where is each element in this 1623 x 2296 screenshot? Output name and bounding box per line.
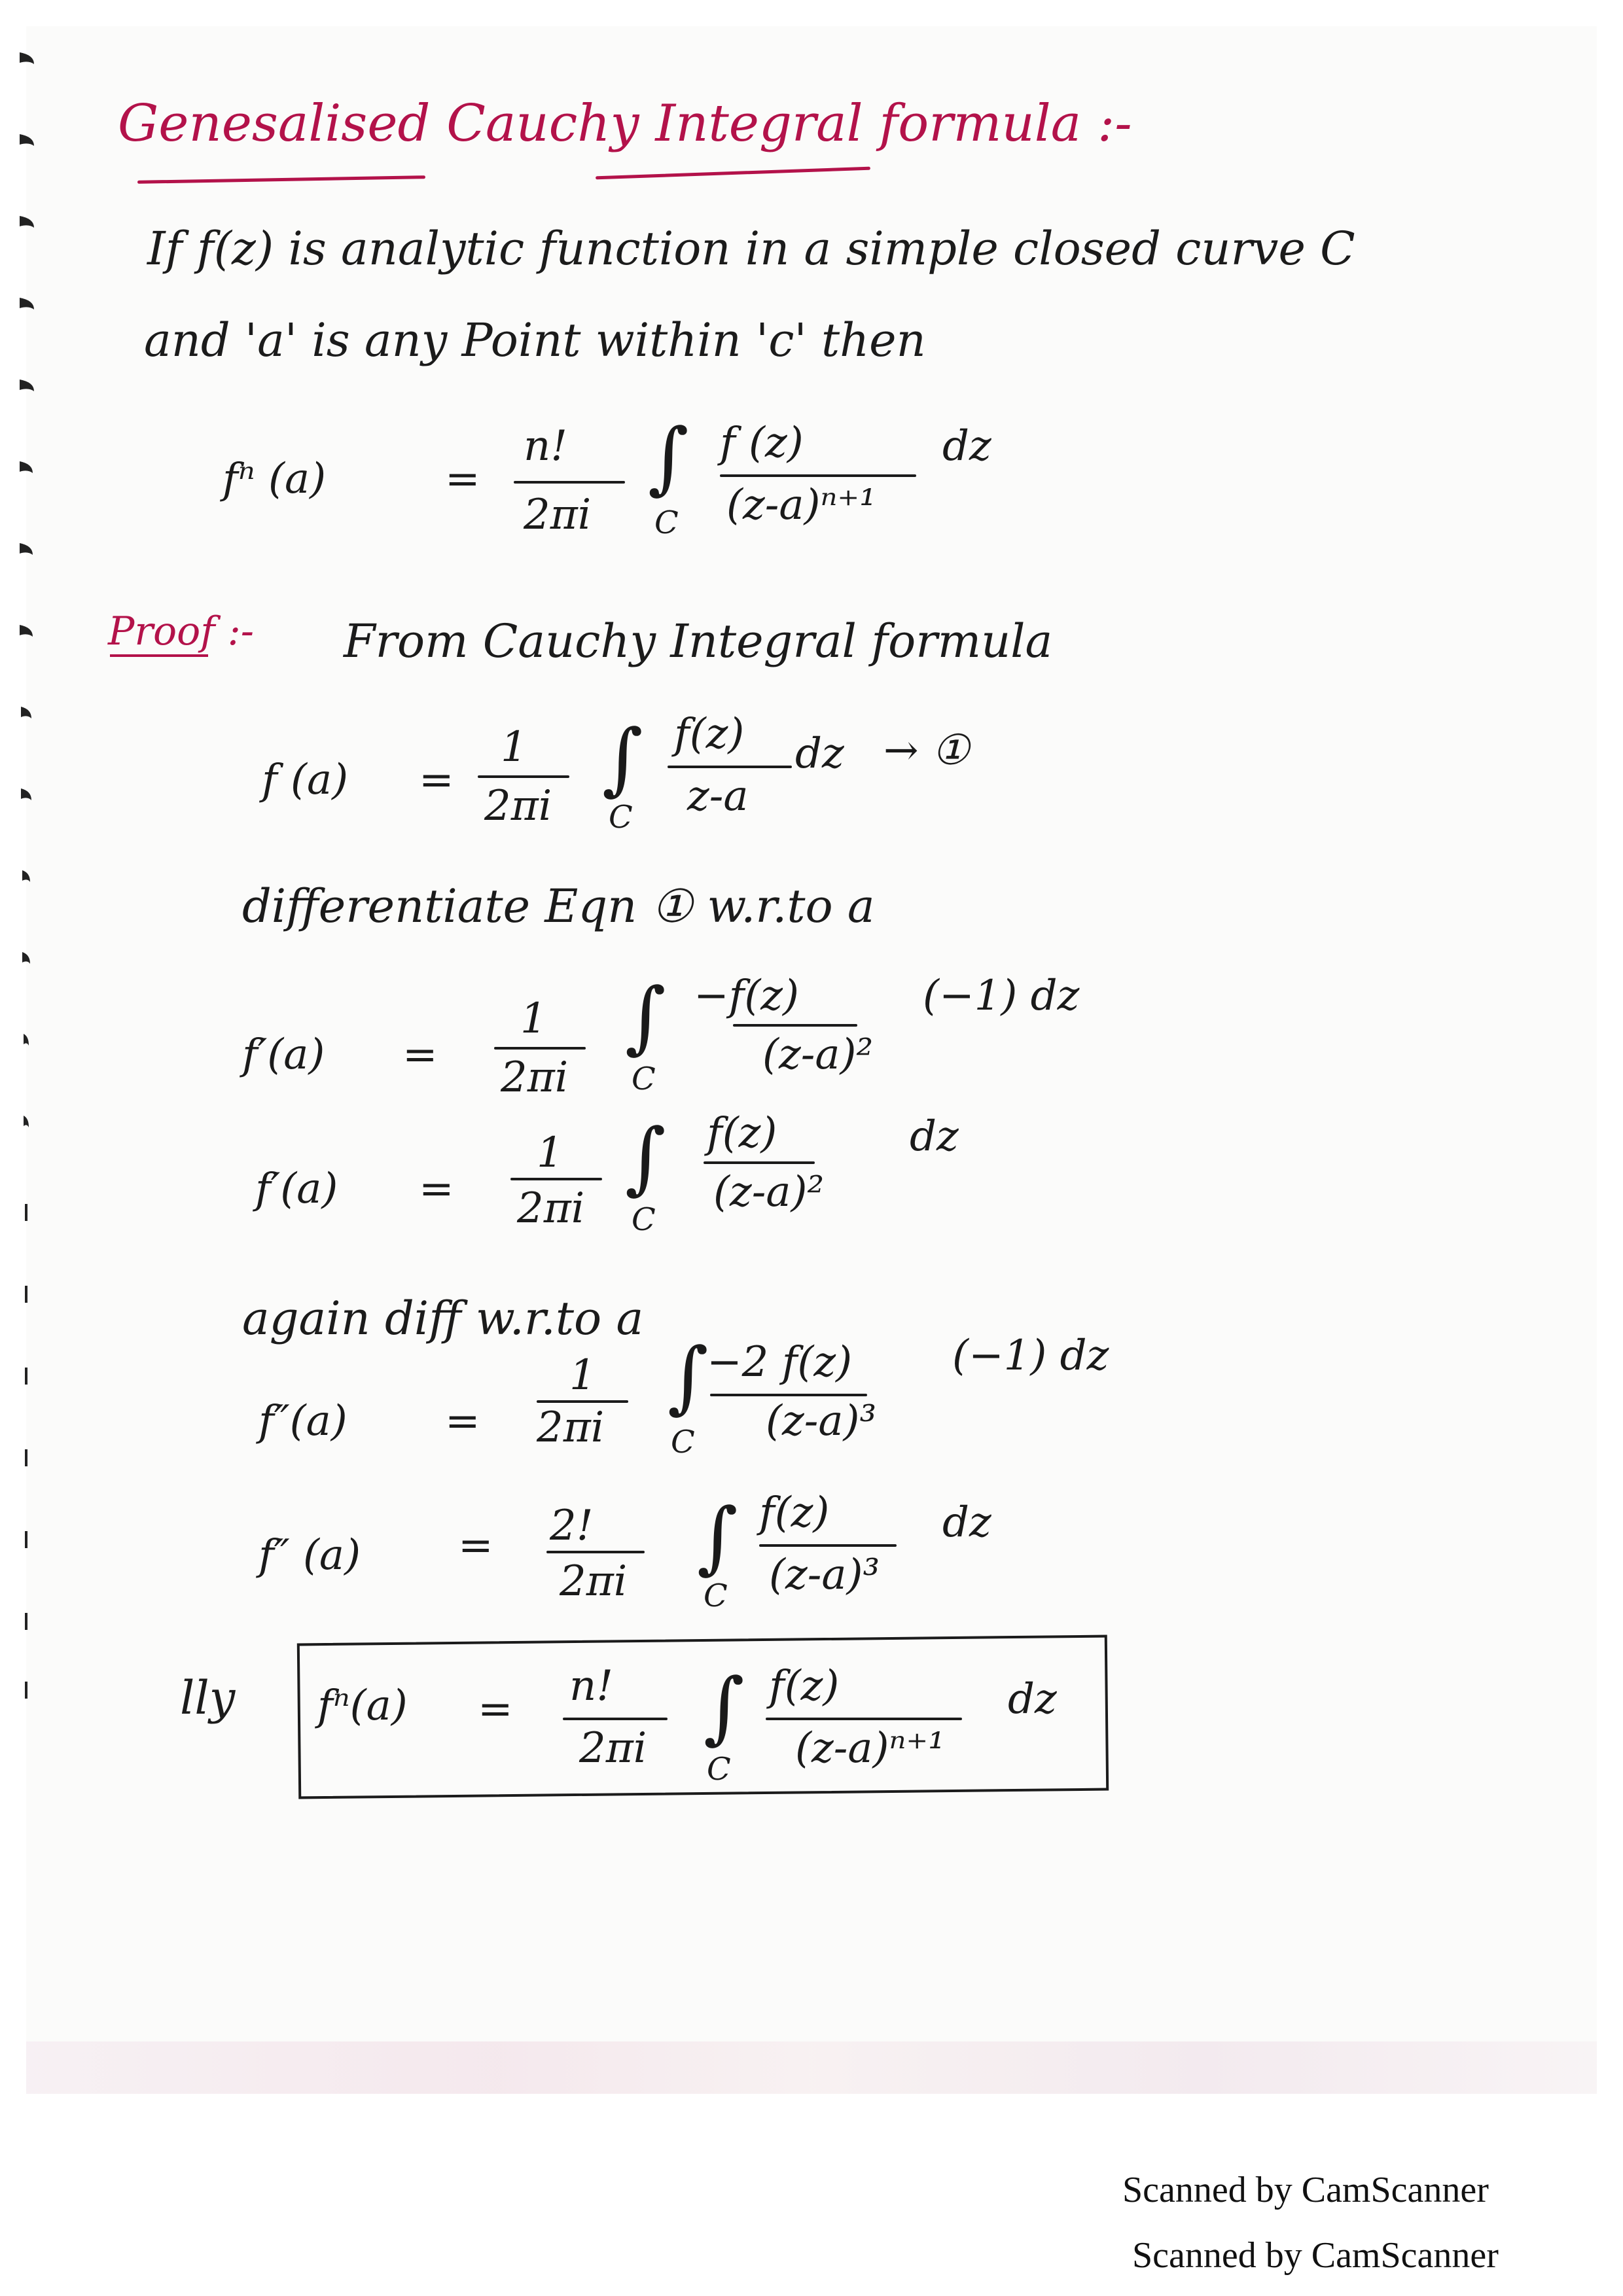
similarly-abbrev: lly xyxy=(180,1671,236,1725)
paper-bottom-edge xyxy=(26,2041,1597,2094)
integrand-numerator: −2 f(z) xyxy=(707,1338,853,1386)
integral-sign: ∫ xyxy=(704,1662,745,1753)
eq-lhs: f″ (a) xyxy=(259,1531,361,1580)
integrand-denominator: (z-a)³ xyxy=(766,1397,877,1445)
fraction-bar xyxy=(537,1400,628,1403)
proof-label: Proof :- xyxy=(108,609,255,654)
fraction-bar xyxy=(733,1024,857,1027)
fraction-bar xyxy=(759,1544,897,1547)
integrand-denominator: (z-a)² xyxy=(713,1168,825,1216)
fraction-bar xyxy=(510,1178,602,1180)
eq-sign: = xyxy=(478,1685,513,1733)
again-differentiate-text: again diff w.r.to a xyxy=(242,1292,644,1345)
proof-intro: From Cauchy Integral formula xyxy=(344,614,1053,668)
fraction-bar xyxy=(494,1047,586,1050)
eq-denominator: 2πi xyxy=(501,1053,569,1102)
integral-sign: ∫ xyxy=(648,412,689,503)
eq-sign: = xyxy=(445,1397,480,1445)
differential: dz xyxy=(1008,1675,1057,1723)
eq-denominator: 2πi xyxy=(579,1724,647,1773)
contour-label: C xyxy=(654,504,679,541)
eq-denominator: 2πi xyxy=(560,1557,628,1606)
fraction-bar xyxy=(704,1161,815,1164)
eq-numerator: 1 xyxy=(569,1351,596,1400)
contour-label: C xyxy=(707,1751,731,1788)
integrand-tail: (−1) dz xyxy=(952,1332,1109,1380)
integrand-numerator: f(z) xyxy=(759,1489,830,1537)
integrand-denominator: (z-a)² xyxy=(762,1031,874,1079)
eq-numerator: 1 xyxy=(501,723,527,771)
fraction-bar xyxy=(514,481,625,484)
scanner-footer-2: Scanned by CamScanner xyxy=(1132,2235,1499,2276)
fraction-bar xyxy=(668,766,792,768)
result-box xyxy=(297,1635,1109,1799)
statement-line-1: If f(z) is analytic function in a simple closed curve C xyxy=(147,222,1355,275)
integrand-numerator: −f(z) xyxy=(694,972,799,1020)
statement-line-2: and 'a' is any Point within 'c' then xyxy=(144,313,926,367)
eq-sign: = xyxy=(458,1521,493,1570)
eq-numerator: 2! xyxy=(550,1502,594,1550)
eq-numerator: 1 xyxy=(537,1129,563,1177)
contour-label: C xyxy=(632,1201,656,1238)
differentiate-text: differentiate Eqn ① w.r.to a xyxy=(242,879,875,933)
eq-denominator: 2πi xyxy=(517,1184,585,1233)
integrand-denominator: z-a xyxy=(687,772,749,821)
differential: dz xyxy=(795,730,844,778)
eq-lhs: fⁿ (a) xyxy=(223,455,327,503)
eq-sign: = xyxy=(419,756,454,804)
fraction-bar xyxy=(710,1394,867,1396)
integral-sign: ∫ xyxy=(625,972,666,1063)
eq-lhs: f′(a) xyxy=(255,1165,338,1213)
eq-denominator: 2πi xyxy=(524,491,592,539)
eq-sign: = xyxy=(445,455,480,503)
eq-sign: = xyxy=(419,1165,454,1213)
integral-sign: ∫ xyxy=(625,1112,666,1203)
eq-lhs: f″(a) xyxy=(259,1397,348,1445)
eq-lhs: f (a) xyxy=(262,756,349,804)
eq-sign: = xyxy=(402,1031,438,1079)
differential: dz xyxy=(910,1112,959,1161)
fraction-bar xyxy=(720,474,916,477)
contour-label: C xyxy=(704,1578,728,1614)
eq-lhs: fⁿ(a) xyxy=(317,1682,408,1730)
contour-label: C xyxy=(609,799,633,836)
page-heading: Genesalised Cauchy Integral formula :- xyxy=(118,94,1132,153)
integrand-numerator: f(z) xyxy=(769,1662,840,1710)
integrand-numerator: f(z) xyxy=(674,710,745,758)
eq-lhs: f′(a) xyxy=(242,1031,325,1079)
scanner-footer-1: Scanned by CamScanner xyxy=(1122,2170,1489,2210)
integral-sign: ∫ xyxy=(668,1332,709,1422)
notebook-spiral-binding xyxy=(14,52,41,1701)
contour-label: C xyxy=(632,1061,656,1097)
eq-numerator: n! xyxy=(524,422,567,470)
integrand-numerator: f (z) xyxy=(720,419,804,467)
integrand-tail: (−1) dz xyxy=(923,972,1080,1020)
contour-label: C xyxy=(671,1424,695,1460)
eq-denominator: 2πi xyxy=(484,782,552,830)
integrand-denominator: (z-a)³ xyxy=(769,1551,880,1599)
integral-sign: ∫ xyxy=(697,1492,738,1583)
fraction-bar xyxy=(563,1718,668,1720)
proof-underline xyxy=(110,654,208,657)
eq-denominator: 2πi xyxy=(537,1404,605,1452)
eq-numerator: 1 xyxy=(520,995,547,1043)
integrand-numerator: f(z) xyxy=(707,1109,777,1157)
differential: dz xyxy=(942,1498,991,1547)
integral-sign: ∫ xyxy=(602,713,643,804)
fraction-bar xyxy=(546,1551,645,1553)
integrand-denominator: (z-a)ⁿ⁺¹ xyxy=(726,481,876,529)
integrand-denominator: (z-a)ⁿ⁺¹ xyxy=(795,1724,945,1773)
fraction-bar xyxy=(478,775,569,778)
eq-numerator: n! xyxy=(569,1662,613,1710)
equation-tag: → ① xyxy=(883,726,970,775)
differential: dz xyxy=(942,422,991,470)
fraction-bar xyxy=(766,1718,962,1720)
